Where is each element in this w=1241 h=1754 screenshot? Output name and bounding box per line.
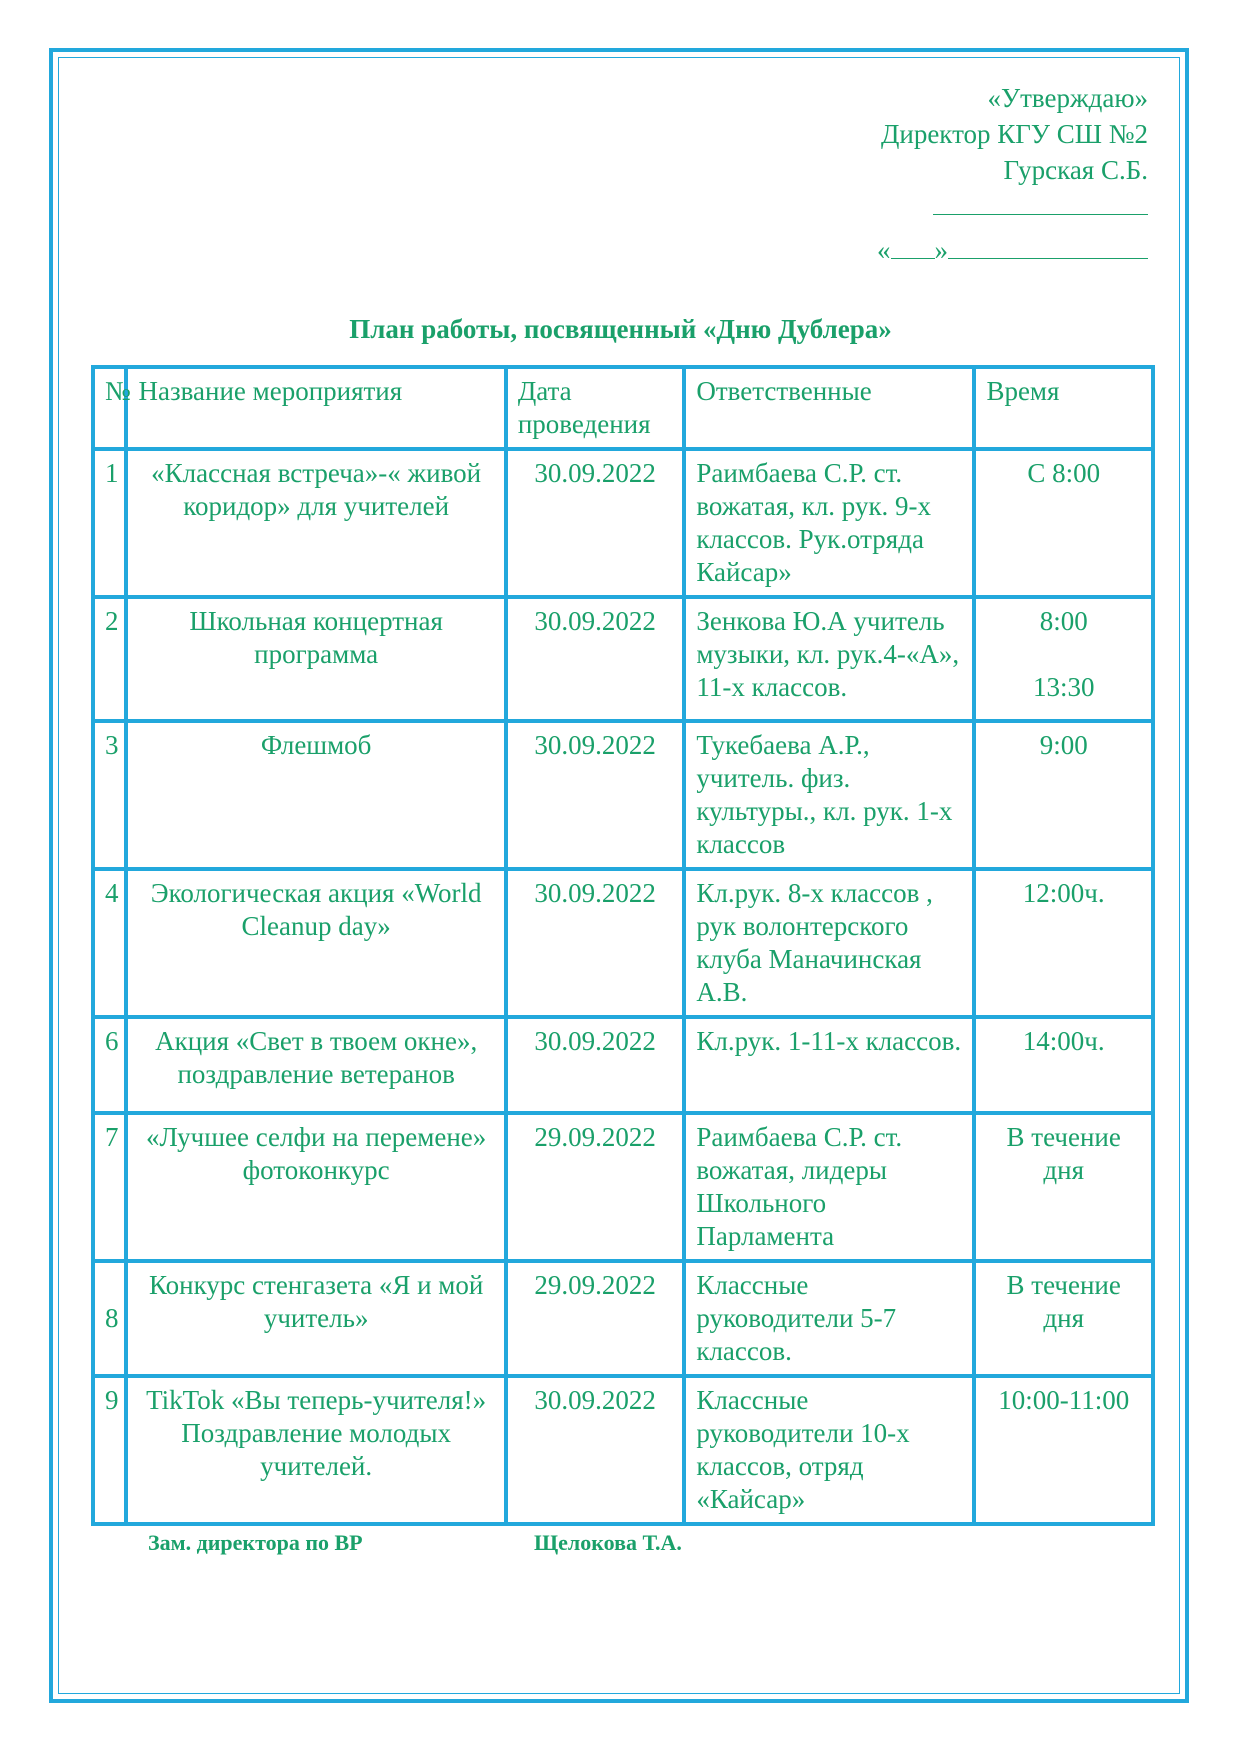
row-num: 9 bbox=[93, 1376, 126, 1524]
table-row bbox=[93, 721, 1153, 869]
row-date: 30.09.2022 bbox=[506, 597, 685, 721]
row-name: Экологическая акция «World Cleanup day» bbox=[126, 869, 505, 1017]
row-name: Конкурс стенгазета «Я и мой учитель» bbox=[126, 1261, 505, 1376]
row-time-first: 8:00 bbox=[1039, 606, 1088, 636]
header-num: № bbox=[93, 367, 126, 449]
row-num: 8 bbox=[93, 1261, 126, 1376]
approval-block bbox=[877, 80, 1148, 268]
row-time: 14:00ч. bbox=[974, 1017, 1153, 1113]
row-time: С 8:00 bbox=[974, 449, 1153, 597]
table-row bbox=[93, 449, 1153, 597]
table-header-row bbox=[93, 367, 1153, 449]
table-row bbox=[93, 1113, 1153, 1261]
row-name: Флешмоб bbox=[126, 721, 505, 869]
signature-name: Щелокова Т.А. bbox=[534, 1530, 682, 1555]
approval-heading: «Утверждаю» bbox=[987, 83, 1148, 113]
row-num: 4 bbox=[93, 869, 126, 1017]
date-day-blank bbox=[891, 234, 935, 259]
table-row bbox=[93, 1376, 1153, 1524]
table-row bbox=[93, 869, 1153, 1017]
row-name: Акция «Свет в твоем окне», поздравление ветеранов bbox=[126, 1017, 505, 1113]
row-time: 10:00-11:00 bbox=[974, 1376, 1153, 1524]
table-row bbox=[93, 1017, 1153, 1113]
row-time: В течение дня bbox=[974, 1113, 1153, 1261]
header-time: Время bbox=[974, 367, 1153, 449]
row-num: 7 bbox=[93, 1113, 126, 1261]
document-title: План работы, посвященный «Дню Дублера» bbox=[349, 314, 892, 344]
row-date: 29.09.2022 bbox=[506, 1261, 685, 1376]
row-time: 9:00 bbox=[974, 721, 1153, 869]
row-resp: Кл.рук. 1-11-х классов. bbox=[684, 1017, 974, 1113]
date-quote-open: « bbox=[877, 235, 891, 265]
row-resp: Тукебаева А.Р., учитель. физ. культуры., кл. рук. 1-х классов bbox=[684, 721, 974, 869]
approval-date-line bbox=[877, 232, 1148, 268]
row-resp: Раимбаева С.Р. ст. вожатая, кл. рук. 9-х классов. Рук.отряда Кайсар» bbox=[684, 449, 974, 597]
date-month-blank bbox=[948, 234, 1148, 259]
time-spacer bbox=[986, 638, 1141, 671]
header-date: Дата проведения bbox=[506, 367, 685, 449]
row-num: 3 bbox=[93, 721, 126, 869]
row-time: 12:00ч. bbox=[974, 869, 1153, 1017]
table-row bbox=[93, 1261, 1153, 1376]
row-time-second: 13:30 bbox=[1032, 672, 1095, 702]
approval-signature-line bbox=[877, 188, 1148, 224]
table-row bbox=[93, 597, 1153, 721]
row-time bbox=[974, 597, 1153, 721]
row-num: 6 bbox=[93, 1017, 126, 1113]
row-date: 30.09.2022 bbox=[506, 721, 685, 869]
row-resp: Классные руководители 5-7 классов. bbox=[684, 1261, 974, 1376]
date-quote-close: » bbox=[934, 235, 948, 265]
approval-person: Гурская С.Б. bbox=[1003, 155, 1148, 185]
row-date: 30.09.2022 bbox=[506, 1376, 685, 1524]
row-name: Школьная концертная программа bbox=[126, 597, 505, 721]
row-num: 2 bbox=[93, 597, 126, 721]
plan-table bbox=[91, 365, 1155, 1526]
signature-blank bbox=[933, 190, 1148, 215]
row-date: 30.09.2022 bbox=[506, 1017, 685, 1113]
row-name: «Лучшее селфи на перемене» фотоконкурс bbox=[126, 1113, 505, 1261]
row-date: 30.09.2022 bbox=[506, 869, 685, 1017]
header-name: Название мероприятия bbox=[126, 367, 505, 449]
row-date: 30.09.2022 bbox=[506, 449, 685, 597]
row-resp: Раимбаева С.Р. ст. вожатая, лидеры Школьного Парламента bbox=[684, 1113, 974, 1261]
header-resp: Ответственные bbox=[684, 367, 974, 449]
row-name: «Классная встреча»-« живой коридор» для учителей bbox=[126, 449, 505, 597]
row-date: 29.09.2022 bbox=[506, 1113, 685, 1261]
row-name: TikTok «Вы теперь-учителя!» Поздравление молодых учителей. bbox=[126, 1376, 505, 1524]
approval-position: Директор КГУ СШ №2 bbox=[880, 119, 1148, 149]
row-resp: Кл.рук. 8-х классов , рук волонтерского клуба Маначинская А.В. bbox=[684, 869, 974, 1017]
row-time: В течение дня bbox=[974, 1261, 1153, 1376]
signature-role: Зам. директора по ВР bbox=[148, 1530, 363, 1555]
row-resp: Классные руководители 10-х классов, отряд «Кайсар» bbox=[684, 1376, 974, 1524]
row-resp: Зенкова Ю.А учитель музыки, кл. рук.4-«А», 11-х классов. bbox=[684, 597, 974, 721]
row-num: 1 bbox=[93, 449, 126, 597]
